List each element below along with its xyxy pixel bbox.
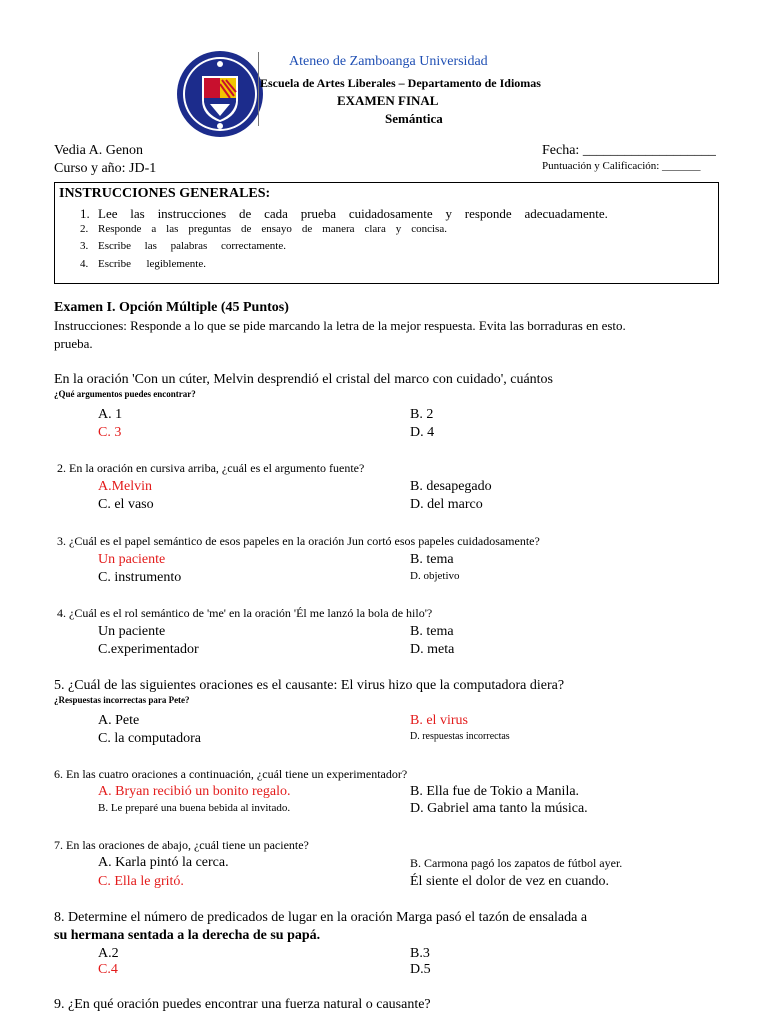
option-a[interactable]: A.2 (98, 946, 119, 961)
question-text: 6. En las cuatro oraciones a continuación, ¿cuál tiene un experimentador? (54, 767, 408, 781)
option-d[interactable]: Él siente el dolor de vez en cuando. (410, 874, 610, 889)
option-c[interactable]: B. Le preparé una buena bebida al invitado. (98, 802, 291, 814)
option-a[interactable]: A. Pete (98, 713, 140, 728)
student-name: Vedia A. Genon (54, 143, 144, 158)
exam-instructions: Instrucciones: Responde a lo que se pide marcando la letra de la mejor respuesta. Evita las borraduras en esto. (54, 318, 626, 333)
option-a[interactable]: Un paciente (98, 624, 166, 639)
option-b[interactable]: B. tema (410, 552, 454, 567)
option-b-answer[interactable]: B. el virus (410, 713, 468, 728)
school-name: Escuela de Artes Liberales – Departamento de Idiomas (260, 76, 541, 90)
option-d[interactable]: D. del marco (410, 497, 483, 512)
question-text: En la oración 'Con un cúter, Melvin desprendió el cristal del marco con cuidado', cuántos (54, 372, 553, 387)
option-c-answer[interactable]: C.4 (98, 962, 118, 977)
option-a-answer[interactable]: A.Melvin (98, 479, 153, 494)
option-b[interactable]: B. Ella fue de Tokio a Manila. (410, 784, 580, 799)
option-b[interactable]: B. desapegado (410, 479, 492, 494)
instruction-number: 1. (80, 206, 90, 221)
instruction-item: Escribe legiblemente. (98, 258, 206, 270)
question-subtext: ¿Qué argumentos puedes encontrar? (54, 389, 196, 399)
exam-title: EXAMEN FINAL (337, 93, 439, 108)
university-name: Ateneo de Zamboanga Universidad (289, 54, 488, 69)
question-text: 9. ¿En qué oración puedes encontrar una fuerza natural o causante? (54, 997, 431, 1012)
option-d[interactable]: D. meta (410, 642, 455, 657)
question-text: 7. En las oraciones de abajo, ¿cuál tiene un paciente? (54, 838, 309, 852)
option-d[interactable]: D. objetivo (410, 570, 460, 582)
option-d[interactable]: D.5 (410, 962, 431, 977)
option-b[interactable]: B. tema (410, 624, 454, 639)
student-course: Curso y año: JD-1 (54, 161, 157, 176)
option-d[interactable]: D. respuestas incorrectas (410, 731, 510, 742)
option-b[interactable]: B.3 (410, 946, 430, 961)
option-c-answer[interactable]: C. Ella le gritó. (98, 874, 184, 889)
option-b[interactable]: B. Carmona pagó los zapatos de fútbol ayer. (410, 856, 623, 870)
option-c[interactable]: C. la computadora (98, 731, 202, 746)
question-text-cont: su hermana sentada a la derecha de su papá. (54, 928, 321, 943)
option-c[interactable]: C.experimentador (98, 642, 199, 657)
header-divider (258, 52, 259, 126)
option-b[interactable]: B. 2 (410, 407, 434, 422)
instruction-item: Lee las instrucciones de cada prueba cuidadosamente y responde adecuadamente. (98, 206, 608, 221)
question-text: 5. ¿Cuál de las siguientes oraciones es el causante: El virus hizo que la computadora diera? (54, 678, 565, 693)
university-seal-icon (176, 50, 264, 138)
option-a[interactable]: A. 1 (98, 407, 123, 422)
question-text: 3. ¿Cuál es el papel semántico de esos papeles en la oración Jun cortó esos papeles cuidadosamente? (57, 534, 540, 548)
question-text: 8. Determine el número de predicados de lugar en la oración Marga pasó el tazón de ensalada a (54, 910, 588, 925)
option-d[interactable]: D. Gabriel ama tanto la música. (410, 801, 588, 816)
option-a-answer[interactable]: A. Bryan recibió un bonito regalo. (98, 784, 291, 799)
date-field: Fecha: ___________________ (542, 143, 716, 158)
question-subtext: ¿Respuestas incorrectas para Pete? (54, 695, 190, 705)
subject-title: Semántica (385, 111, 443, 126)
option-c-answer[interactable]: C. 3 (98, 425, 122, 440)
instruction-number: 2. (80, 223, 89, 235)
instruction-number: 3. (80, 240, 89, 252)
option-a[interactable]: A. Karla pintó la cerca. (98, 855, 229, 870)
instruction-number: 4. (80, 258, 89, 270)
option-a-answer[interactable]: Un paciente (98, 552, 166, 567)
instructions-title: INSTRUCCIONES GENERALES: (59, 186, 271, 201)
option-c[interactable]: C. el vaso (98, 497, 154, 512)
score-field: Puntuación y Calificación: _______ (542, 160, 701, 172)
exam-section-title: Examen I. Opción Múltiple (45 Puntos) (54, 300, 289, 315)
question-text: 4. ¿Cuál es el rol semántico de 'me' en la oración 'Él me lanzó la bola de hilo'? (57, 606, 433, 620)
option-d[interactable]: D. 4 (410, 425, 435, 440)
option-c[interactable]: C. instrumento (98, 570, 182, 585)
question-text: 2. En la oración en cursiva arriba, ¿cuál es el argumento fuente? (57, 461, 365, 475)
exam-instructions-cont: prueba. (54, 336, 93, 351)
instruction-item: Escribe las palabras correctamente. (98, 240, 286, 252)
instruction-item: Responde a las preguntas de ensayo de manera clara y concisa. (98, 223, 447, 235)
